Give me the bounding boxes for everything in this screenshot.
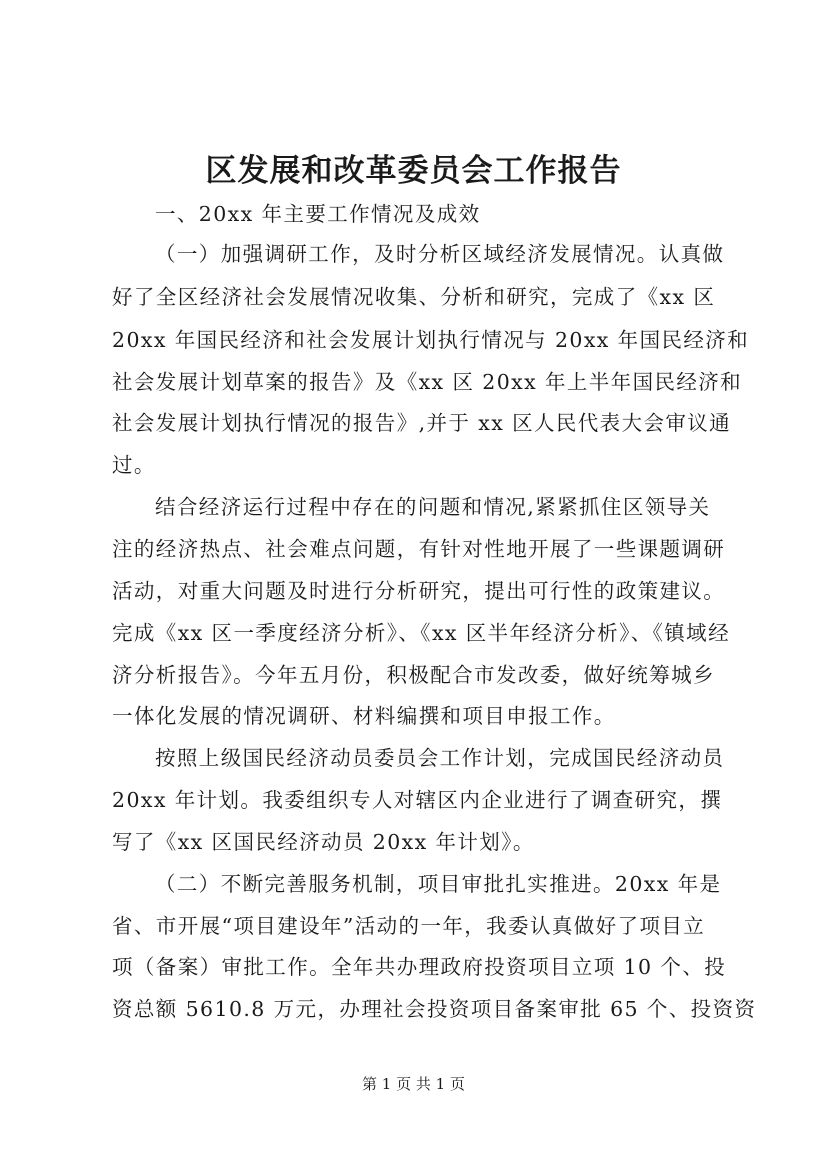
paragraph-line: 按照上级国民经济动员委员会工作计划，完成国民经济动员	[155, 746, 725, 770]
page-number-footer: 第 1 页 共 1 页	[362, 1075, 465, 1093]
paragraph-line: 好了全区经济社会发展情况收集、分析和研究，完成了《xx 区	[112, 285, 716, 309]
paragraph-line: 济分析报告》。今年五月份，积极配合市发改委，做好统筹城乡	[112, 663, 715, 687]
paragraph-line: 社会发展计划执行情况的报告》,并于 xx 区人民代表大会审议通	[112, 411, 732, 435]
document-title: 区发展和改革委员会工作报告	[205, 153, 622, 189]
section-heading: 一、20xx 年主要工作情况及成效	[155, 202, 481, 226]
paragraph-line: 完成《xx 区一季度经济分析》、《xx 区半年经济分析》、《镇域经	[112, 621, 730, 645]
paragraph-line: 结合经济运行过程中存在的问题和情况,紧紧抓住区领导关	[155, 495, 711, 519]
paragraph-line: 注的经济热点、社会难点问题，有针对性地开展了一些课题调研	[112, 537, 726, 561]
paragraph-line: 过。	[112, 453, 156, 477]
paragraph-line: （一）加强调研工作，及时分析区域经济发展情况。认真做	[155, 242, 725, 266]
paragraph-line: （二）不断完善服务机制，项目审批扎实推进。20xx 年是	[155, 872, 722, 896]
paragraph-line: 资总额 5610.8 万元，办理社会投资项目备案审批 65 个、投资资	[112, 997, 757, 1021]
paragraph-line: 写了《xx 区国民经济动员 20xx 年计划》。	[112, 830, 535, 854]
paragraph-line: 省、市开展“项目建设年”活动的一年，我委认真做好了项目立	[112, 914, 706, 938]
paragraph-line: 20xx 年计划。我委组织专人对辖区内企业进行了调查研究，撰	[112, 788, 723, 812]
paragraph-line: 项（备案）审批工作。全年共办理政府投资项目立项 10 个、投	[112, 955, 727, 979]
paragraph-line: 社会发展计划草案的报告》及《xx 区 20xx 年上半年国民经济和	[112, 370, 743, 394]
paragraph-line: 活动，对重大问题及时进行分析研究，提出可行性的政策建议。	[112, 579, 726, 603]
paragraph-line: 20xx 年国民经济和社会发展计划执行情况与 20xx 年国民经济和	[112, 328, 750, 352]
paragraph-line: 一体化发展的情况调研、材料编撰和项目申报工作。	[112, 704, 616, 728]
